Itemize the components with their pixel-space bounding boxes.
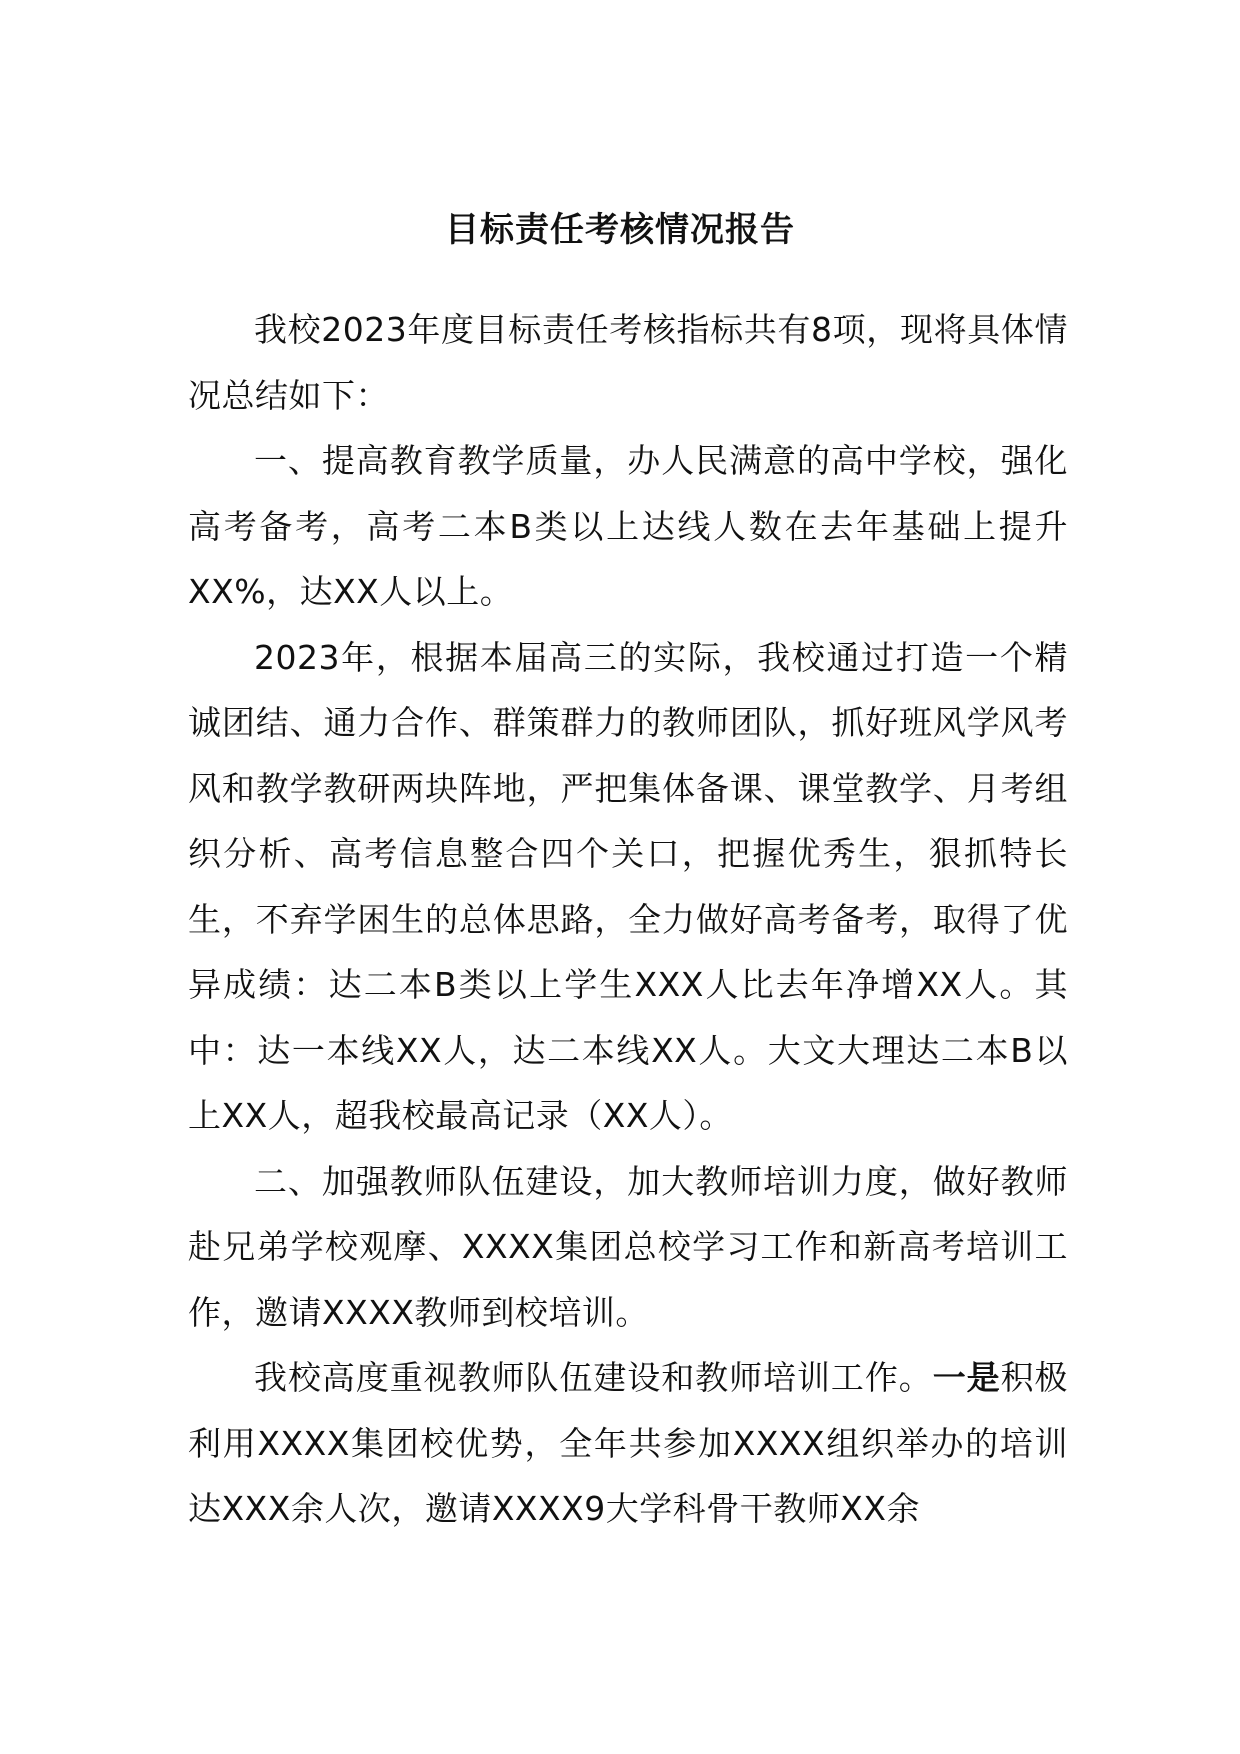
emphasis-first-point: 一是 [932,1358,1001,1397]
paragraph-intro: 我校2023年度目标责任考核指标共有8项，现将具体情况总结如下： [188,310,1068,415]
paragraph-section-one-heading: 一、提高教育教学质量，办人民满意的高中学校，强化高考备考，高考二本B类以上达线人数在去年基础上提升XX%，达XX人以上。 [188,441,1068,611]
paragraph-section-two-detail [188,1345,1068,1542]
document-body [188,297,1068,1542]
paragraph-text-after: 积极利用XXXX集团校优势，全年共参加XXXX组织举办的培训达XXX余人次，邀请XXXX9大学科骨干教师XX余 [188,1358,1069,1528]
paragraph-text-before: 我校高度重视教师队伍建设和教师培训工作。 [254,1358,933,1397]
document-title: 目标责任考核情况报告 [445,210,795,250]
paragraph-section-two-heading: 二、加强教师队伍建设，加大教师培训力度，做好教师赴兄弟学校观摩、XXXX集团总校学习工作和新高考培训工作，邀请XXXX教师到校培训。 [188,1161,1068,1332]
paragraph-section-one-detail: 2023年，根据本届高三的实际，我校通过打造一个精诚团结、通力合作、群策群力的教师团队，抓好班风学风考风和教学教研两块阵地，严把集体备课、课堂教学、月考组织分析、高考信息整合四个关口，把握优秀生，狠抓特长生，不弃学困生的总体思路，全力做好高考备考，取得了优异成绩：达二本B类以上学生XXX人比去年净增XX人。其中：达一本线XX人，达二本线XX人。大文大理达二本B以上XX人，超我校最高记录（XX人）。 [188,637,1068,1135]
